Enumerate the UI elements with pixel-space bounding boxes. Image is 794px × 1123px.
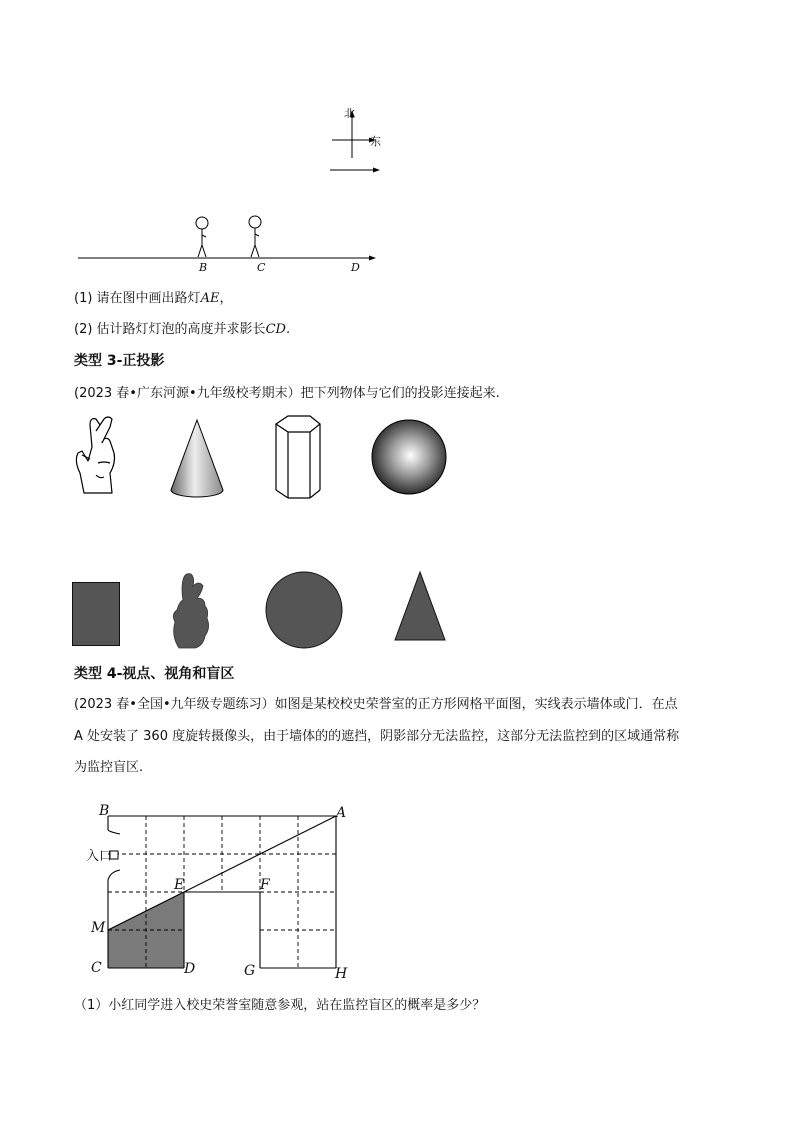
cone-figure — [165, 415, 230, 500]
person-at-b — [196, 217, 208, 257]
sphere-figure — [370, 418, 450, 498]
point-d-label: D — [351, 261, 360, 274]
floorplan-label-d: D — [184, 961, 196, 977]
point-b-label: B — [199, 261, 208, 274]
hand-silhouette-projection — [165, 570, 215, 650]
triangle-projection — [392, 568, 448, 644]
problem-3-text: (2023 春•广东河源•九年级校考期末）把下列物体与它们的投影连接起来. — [74, 386, 500, 401]
floorplan-label-c: C — [91, 960, 102, 976]
floor-plan-figure — [80, 800, 370, 985]
person-at-c — [249, 216, 261, 257]
compass-east-label: 东 — [370, 135, 381, 148]
point-c-label: C — [257, 261, 266, 274]
floorplan-label-g: G — [244, 963, 256, 979]
question-part-1: (1) 请在图中画出路灯AE， — [74, 291, 233, 306]
question-4-part-1: （1）小红同学进入校史荣誉室随意参观，站在监控盲区的概率是多少？ — [74, 998, 486, 1013]
compass-diagram — [320, 100, 400, 180]
street-figure — [70, 205, 390, 275]
crossed-fingers-hand-figure — [70, 413, 125, 498]
floorplan-label-a: A — [336, 805, 347, 821]
section-title-4: 类型 4-视点、视角和盲区 — [74, 666, 235, 682]
circle-projection — [264, 570, 346, 652]
section-title-3: 类型 3-正投影 — [74, 353, 165, 369]
floorplan-label-f: F — [260, 877, 270, 893]
floorplan-label-b: B — [99, 803, 110, 819]
floorplan-label-m: M — [91, 920, 106, 936]
compass-north-label: 北 — [344, 107, 355, 120]
problem-4-line-2: A 处安装了 360 度旋转摄像头，由于墙体的的遮挡，阴影部分无法监控，这部分无法监控到的区域通常称 — [74, 729, 680, 744]
floorplan-label-h: H — [335, 966, 348, 982]
problem-4-line-1: (2023 春•全国•九年级专题练习）如图是某校校史荣誉室的正方形网格平面图，实线表示墙体或门．在点 — [74, 697, 678, 712]
problem-4-line-3: 为监控盲区. — [74, 760, 144, 775]
floorplan-label-e: E — [174, 877, 185, 893]
rectangle-projection — [72, 582, 120, 646]
floorplan-entrance-label: 入口 — [86, 849, 113, 864]
hexagonal-prism-figure — [268, 412, 328, 502]
question-part-2: (2) 估计路灯灯泡的高度并求影长CD. — [74, 322, 291, 337]
